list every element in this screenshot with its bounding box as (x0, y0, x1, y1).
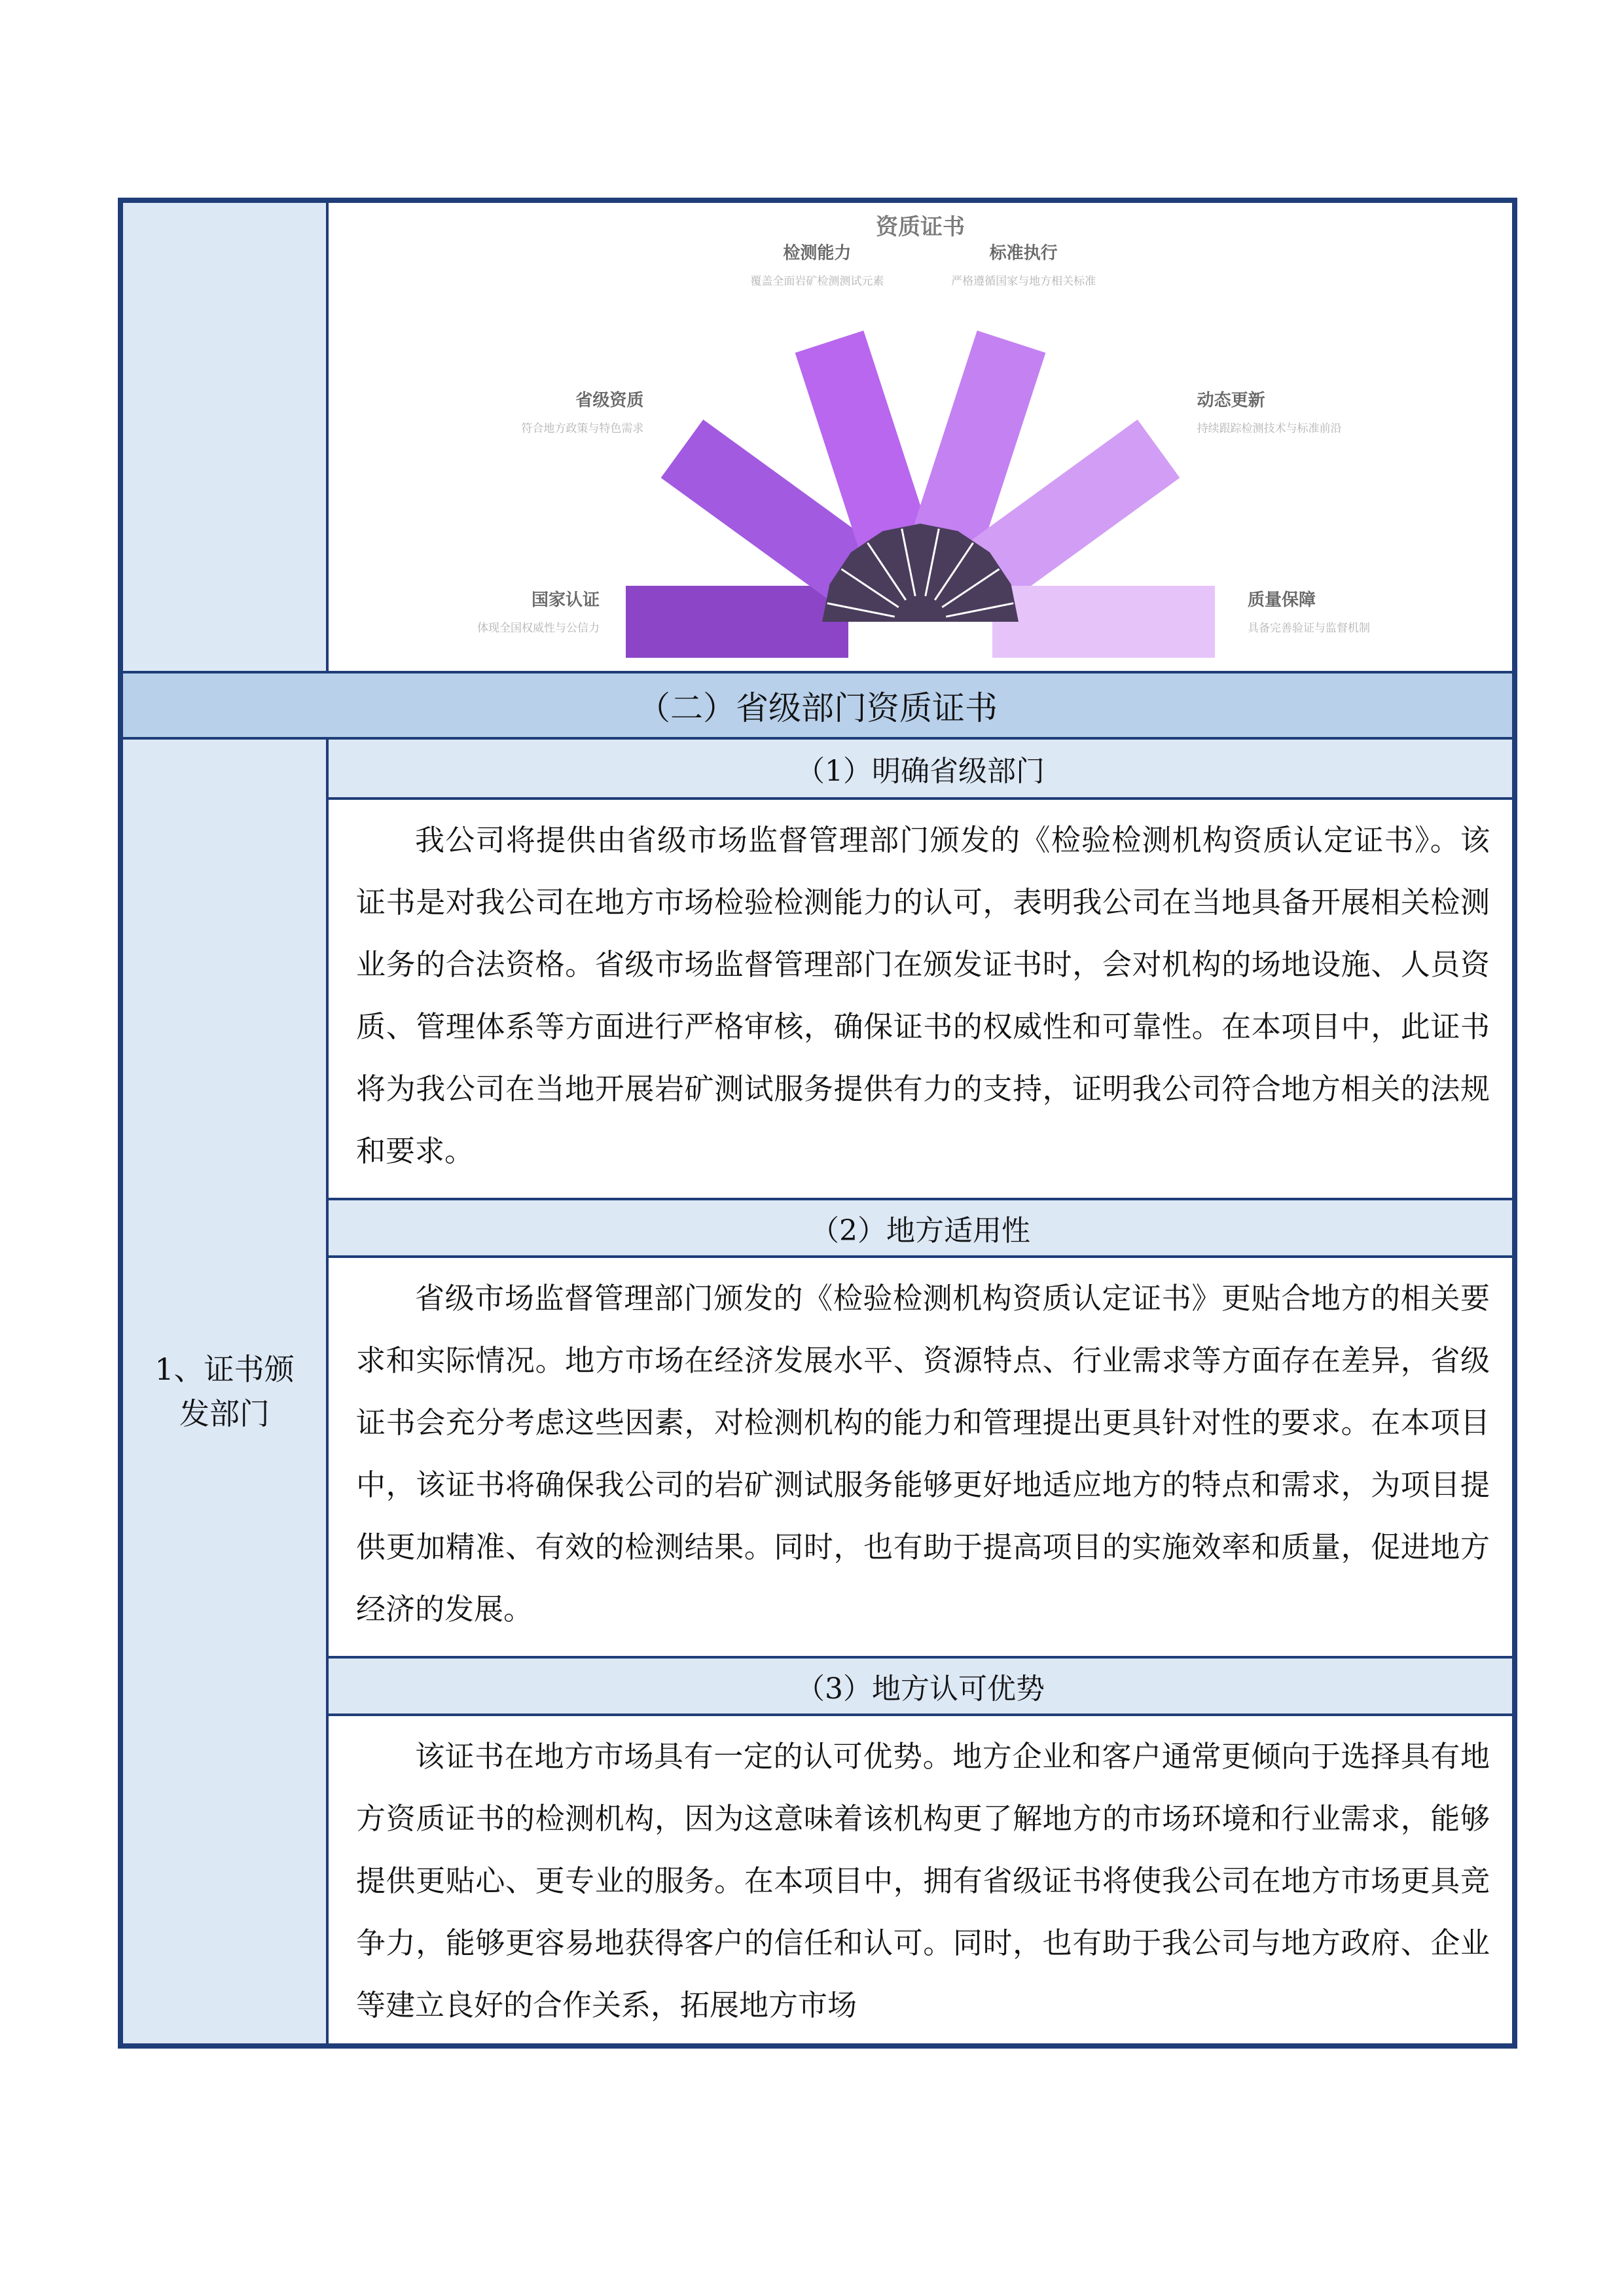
subsection-title-1: （1）明确省级部门 (796, 755, 1045, 788)
section-title: （二）省级部门资质证书 (638, 689, 998, 727)
diagram-label-5: 动态更新 (1197, 391, 1265, 411)
document-table (118, 198, 1517, 2049)
subsection-header-3 (329, 1656, 1512, 1716)
diagram-desc-3: 覆盖全面岩矿检测测试元素 (750, 274, 884, 288)
diagram-cell (329, 203, 1512, 671)
left-column-cell-top (123, 203, 329, 671)
diagram-label-1: 国家认证 (531, 590, 600, 610)
subsection-title-2: （2）地方适用性 (810, 1214, 1030, 1247)
subsection-header-2 (329, 1198, 1512, 1258)
diagram-ray-1 (626, 586, 848, 658)
diagram-label-6: 质量保障 (1248, 590, 1316, 610)
diagram-title: 资质证书 (876, 214, 965, 240)
diagram-desc-2: 符合地方政策与特色需求 (521, 422, 644, 436)
row-label-cell (123, 740, 329, 2043)
diagram-desc-5: 持续跟踪检测技术与标准前沿 (1197, 422, 1342, 436)
subsection-body-3: 该证书在地方市场具有一定的认可优势。地方企业和客户通常更倾向于选择具有地方资质证书的检测机构，因为这意味着该机构更了解地方的市场环境和行业需求，能够提供更贴心、更专业的服务。在本项目中，拥有省级证书将使我公司在地方市场更具竞争力，能够更容易地获得客户的信任和认可。同时，也有助于我公司与地方政府、企业等建立良好的合作关系，拓展地方市场 (356, 1739, 1490, 2022)
diagram-label-4: 标准执行 (989, 243, 1058, 263)
diagram-label-2: 省级资质 (575, 391, 644, 411)
diagram-desc-4: 严格遵循国家与地方相关标准 (951, 274, 1096, 288)
diagram-ray-6 (992, 586, 1215, 658)
subsection-body-2: 省级市场监督管理部门颁发的《检验检测机构资质认定证书》更贴合地方的相关要求和实际情况。地方市场在经济发展水平、资源特点、行业需求等方面存在差异，省级证书会充分考虑这些因素，对检测机构的能力和管理提出更具针对性的要求。在本项目中，该证书将确保我公司的岩矿测试服务能够更好地适应地方的特点和需求，为项目提供更加精准、有效的检测结果。同时，也有助于提高项目的实施效率和质量，促进地方经济的发展。 (356, 1281, 1490, 1626)
qualification-fan-diagram (329, 203, 1512, 666)
subsection-body-1: 我公司将提供由省级市场监督管理部门颁发的《检验检测机构资质认定证书》。该证书是对我公司在地方市场检验检测能力的认可，表明我公司在当地具备开展相关检测业务的合法资格。省级市场监督管理部门在颁发证书时，会对机构的场地设施、人员资质、管理体系等方面进行严格审核，确保证书的权威性和可靠性。在本项目中，此证书将为我公司在当地开展岩矿测试服务提供有力的支持，证明我公司符合地方相关的法规和要求。 (356, 823, 1490, 1168)
row-label: 1、证书颁发部门 (154, 1352, 295, 1431)
diagram-desc-1: 体现全国权威性与公信力 (477, 622, 600, 635)
subsection-title-3: （3）地方认可优势 (796, 1672, 1045, 1706)
diagram-desc-6: 具备完善验证与监督机制 (1248, 622, 1370, 635)
section-header (123, 671, 1512, 740)
subsection-header-1 (329, 740, 1512, 800)
diagram-label-3: 检测能力 (783, 243, 852, 263)
content-column (329, 740, 1512, 2043)
